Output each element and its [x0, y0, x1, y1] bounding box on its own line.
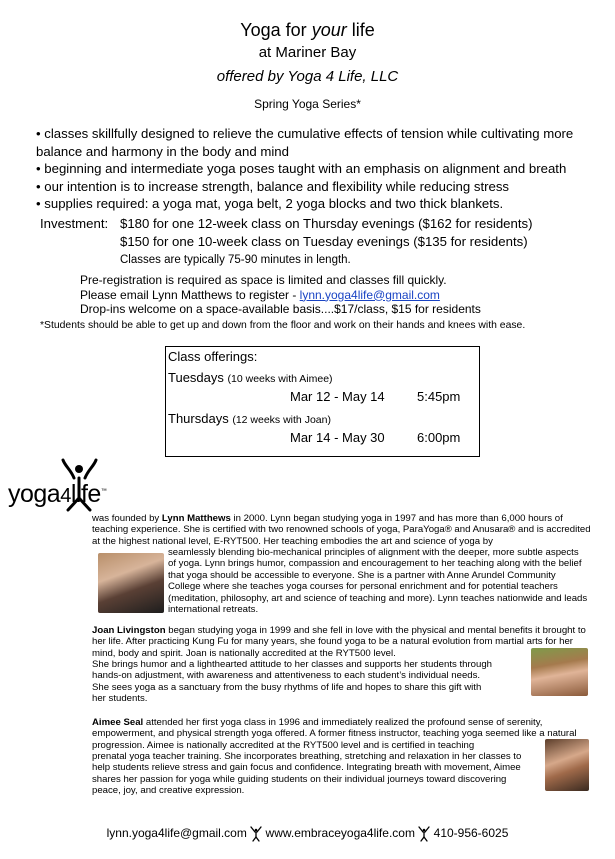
- contact-footer: [0, 826, 615, 842]
- day-note: (12 weeks with Joan): [232, 414, 331, 426]
- title-part: Yoga for: [240, 20, 312, 40]
- bio-text: began studying yoga in 1999 and she fell in love with the physical and mental benefits it brought to her life. After practicing Kung Fu for many years, she found yoga to be a natural evolution from martial arts for her mind, body and spirit. Joan is nationally accredited at the RYT500 level.: [92, 625, 586, 659]
- list-item: • classes skillfully designed to relieve the cumulative effects of tension while cultivating more balance and harmony in the body and mind: [36, 126, 574, 159]
- day-name: Tuesdays: [168, 370, 224, 385]
- feature-list: [36, 125, 611, 213]
- offerings-heading: Class offerings:: [168, 349, 258, 364]
- footer-email[interactable]: lynn.yoga4life@gmail.com: [106, 826, 247, 841]
- bio-text: was founded by: [92, 513, 162, 524]
- footnote: *Students should be able to get up and down from the floor and work on their hands and knees with ease.: [40, 320, 526, 331]
- thursday-time: 6:00pm: [417, 430, 461, 445]
- day-note: (10 weeks with Aimee): [227, 373, 333, 385]
- bio-aimee-body: prenatal yoga teacher training. She incorporates breathing, stretching and relaxation in her classes to help students relieve stress and gain focus and confidence. Integrating breath with movement, Aimee shares her passion for yoga while guiding students on their individual journeys toward discovering peace, joy, and creative expression.: [92, 751, 522, 797]
- logo-text: 4: [60, 485, 71, 507]
- bio-lynn-intro: [92, 513, 592, 547]
- aimee-photo: [545, 739, 589, 791]
- email-prompt: Please email Lynn Matthews to register -: [80, 287, 300, 302]
- registration-info: [80, 273, 600, 317]
- page-subtitle: at Mariner Bay: [258, 44, 357, 61]
- bio-lynn-body: seamlessly blending bio-mechanical principles of alignment with the deeper, more subtle aspects of yoga. Lynn brings humor, compassion and encouragement to her teaching along with the belief that yoga should be accessible to everyone. She is a partner with Anne Arundel Community College where she teaches yoga courses for personal enrichment and for potential teachers (meditation, philosophy, art and science of teaching and more). Lynn teaches nationwide and leads international retreats.: [168, 547, 588, 616]
- thursday-dates: Mar 14 - May 30: [290, 430, 385, 445]
- bio-text: attended her first yoga class in 1996 and immediately realized the profound sense of serenity, empowerment, and physical strength yoga offered. A former fitness instructor, teaching yoga seemed like a natural progression. Aimee is nationally accredited at the RYT500 level and is certified in teaching: [92, 717, 577, 751]
- thursday-label: [168, 411, 331, 426]
- class-offerings-box: [165, 346, 480, 457]
- email-line: [80, 288, 600, 303]
- logo-wordmark: [8, 480, 106, 509]
- dropin-line: Drop-ins welcome on a space-available basis....$17/class, $15 for residents: [80, 302, 481, 316]
- bio-aimee-intro: [92, 717, 592, 751]
- email-link[interactable]: lynn.yoga4life@gmail.com: [299, 287, 440, 302]
- logo-text: life: [70, 480, 101, 508]
- day-name: Thursdays: [168, 411, 229, 426]
- bio-name: Joan Livingston: [92, 625, 166, 636]
- title-part: life: [346, 20, 375, 40]
- tuesday-dates: Mar 12 - May 14: [290, 389, 385, 404]
- list-item: • our intention is to increase strength, balance and flexibility while reducing stress: [36, 178, 510, 194]
- page-title: [0, 20, 615, 41]
- bio-text: in 2000. Lynn began studying yoga in 1997 and has more than 6,000 hours of teaching experience. She is certified with two renowned schools of yoga, ParaYoga® and Anusara® and is accredited at the highest national level, E-RYT500. Her teaching embodies the art and science of yoga by: [92, 513, 591, 547]
- offered-by: offered by Yoga 4 Life, LLC: [216, 68, 399, 85]
- investment-label: Investment:: [40, 216, 109, 231]
- footer-website[interactable]: www.embraceyoga4life.com: [265, 826, 415, 841]
- bio-name: Lynn Matthews: [161, 513, 231, 524]
- lynn-photo: [98, 553, 164, 613]
- title-emphasis: your: [311, 20, 347, 40]
- joan-photo: [531, 648, 588, 696]
- class-length: Classes are typically 75-90 minutes in length.: [120, 254, 351, 266]
- bio-joan-intro: [92, 625, 592, 659]
- bio-joan-body: She brings humor and a lighthearted attitude to her classes and supports her students through hands-on adjustment, with awareness and attentiveness to each student’s individual needs. She sees yoga as a sanctuary from the busy rhythms of life and hopes to share this gift with her students.: [92, 659, 492, 705]
- list-item: • beginning and intermediate yoga poses taught with an emphasis on alignment and breath: [36, 161, 567, 176]
- trademark: ™: [100, 488, 107, 495]
- tuesday-label: [168, 370, 333, 385]
- investment-section: [40, 215, 610, 269]
- yoga-figure-icon: [418, 826, 430, 842]
- list-item: • supplies required: a yoga mat, yoga belt, 2 yoga blocks and two thick blankets.: [36, 196, 504, 211]
- prereg-line: Pre-registration is required as space is limited and classes fill quickly.: [80, 273, 447, 287]
- yoga-figure-icon: [250, 826, 262, 842]
- footer-phone: 410-956-6025: [433, 826, 509, 841]
- tuesday-time: 5:45pm: [417, 389, 461, 404]
- logo-text: yoga: [8, 480, 61, 508]
- price-line: $180 for one 12-week class on Thursday evenings ($162 for residents): [120, 216, 533, 231]
- yoga4life-logo: [8, 456, 126, 514]
- price-line: $150 for one 10-week class on Tuesday evenings ($135 for residents): [120, 234, 528, 249]
- bio-name: Aimee Seal: [92, 717, 144, 728]
- series-title: Spring Yoga Series*: [254, 97, 361, 111]
